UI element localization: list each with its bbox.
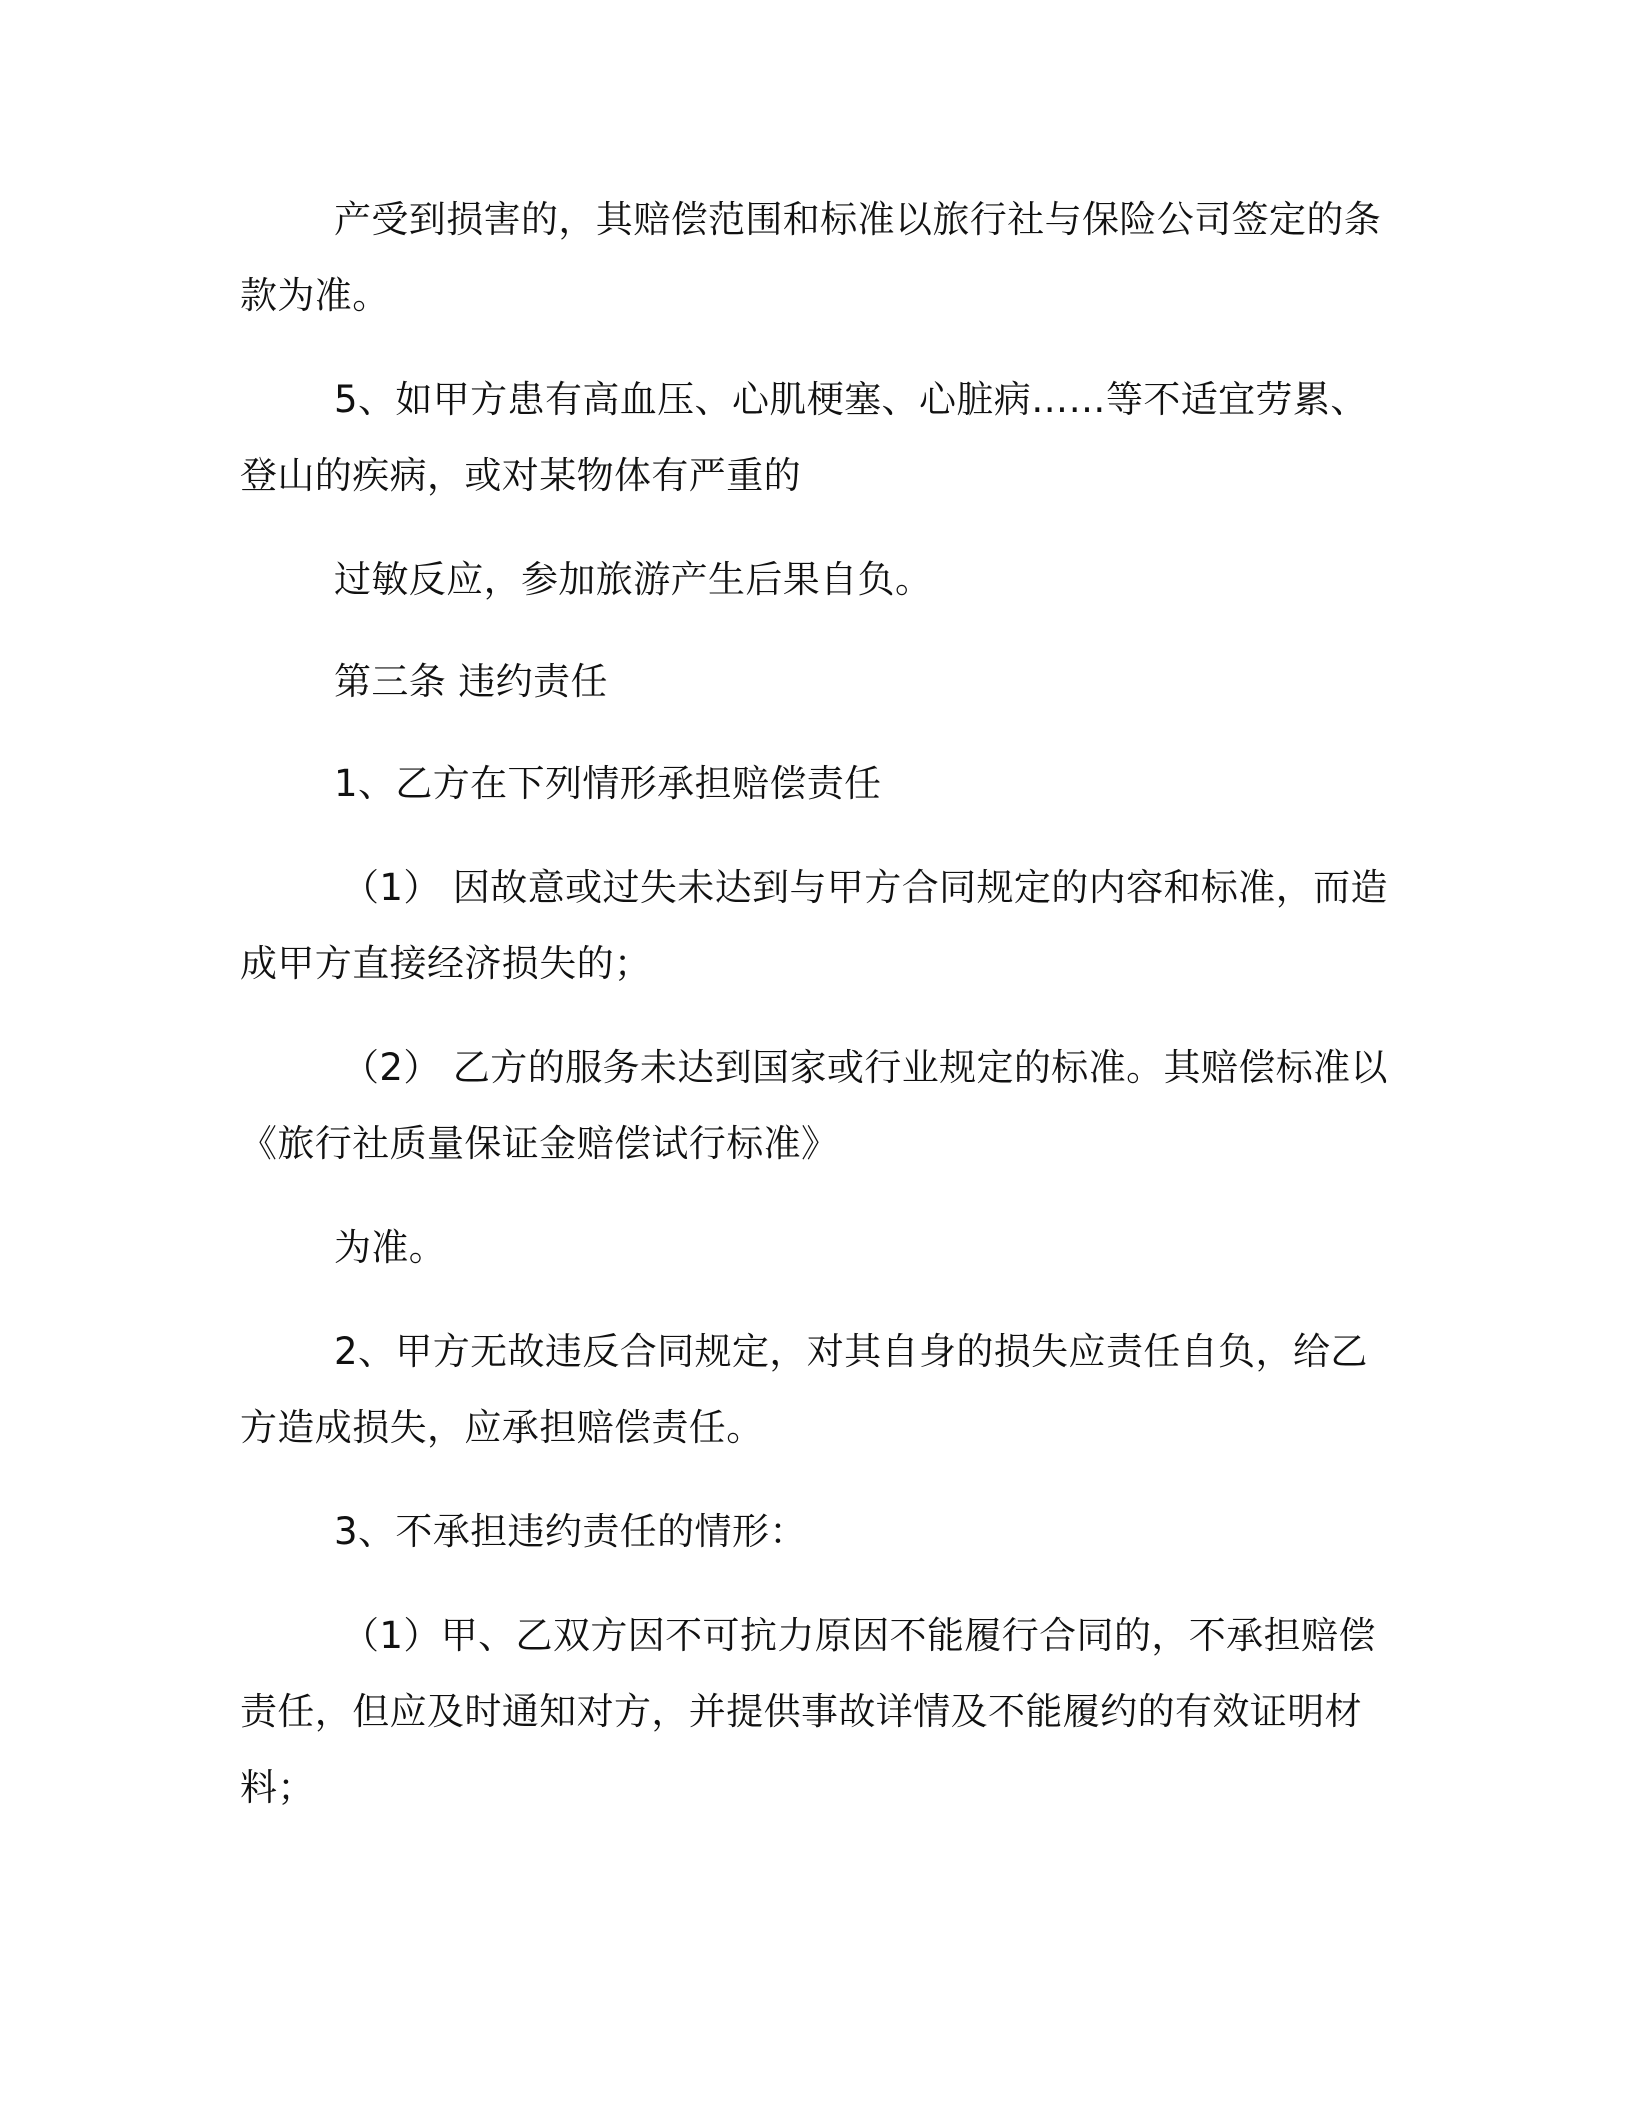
text-line: 5、如甲方患有高血压、心肌梗塞、心脏病……等不适宜劳累、 (334, 378, 1368, 421)
section-heading: 第三条 违约责任 (334, 660, 608, 703)
text-line: 款为准。 (240, 274, 390, 317)
text-line: 2、甲方无故违反合同规定，对其自身的损失应责任自负，给乙 (334, 1330, 1368, 1373)
text-line: 产受到损害的，其赔偿范围和标准以旅行社与保险公司签定的条 (334, 198, 1382, 241)
text-line: （1） 因故意或过失未达到与甲方合同规定的内容和标准，而造 (342, 866, 1388, 909)
text-line: 过敏反应，参加旅游产生后果自负。 (334, 558, 933, 601)
text-line: 责任，但应及时通知对方，并提供事故详情及不能履约的有效证明材 (240, 1690, 1362, 1733)
text-line: 料； (240, 1766, 315, 1809)
text-line: 1、乙方在下列情形承担赔偿责任 (334, 762, 882, 805)
text-line: 《旅行社质量保证金赔偿试行标准》 (240, 1122, 839, 1165)
text-line: （2） 乙方的服务未达到国家或行业规定的标准。其赔偿标准以 (342, 1046, 1388, 1089)
text-line: 为准。 (334, 1226, 447, 1269)
text-line: 登山的疾病，或对某物体有严重的 (240, 454, 801, 497)
text-line: （1）甲、乙双方因不可抗力原因不能履行合同的，不承担赔偿 (342, 1614, 1376, 1657)
text-line: 3、不承担违约责任的情形： (334, 1510, 807, 1553)
text-line: 方造成损失，应承担赔偿责任。 (240, 1406, 764, 1449)
text-line: 成甲方直接经济损失的； (240, 942, 652, 985)
